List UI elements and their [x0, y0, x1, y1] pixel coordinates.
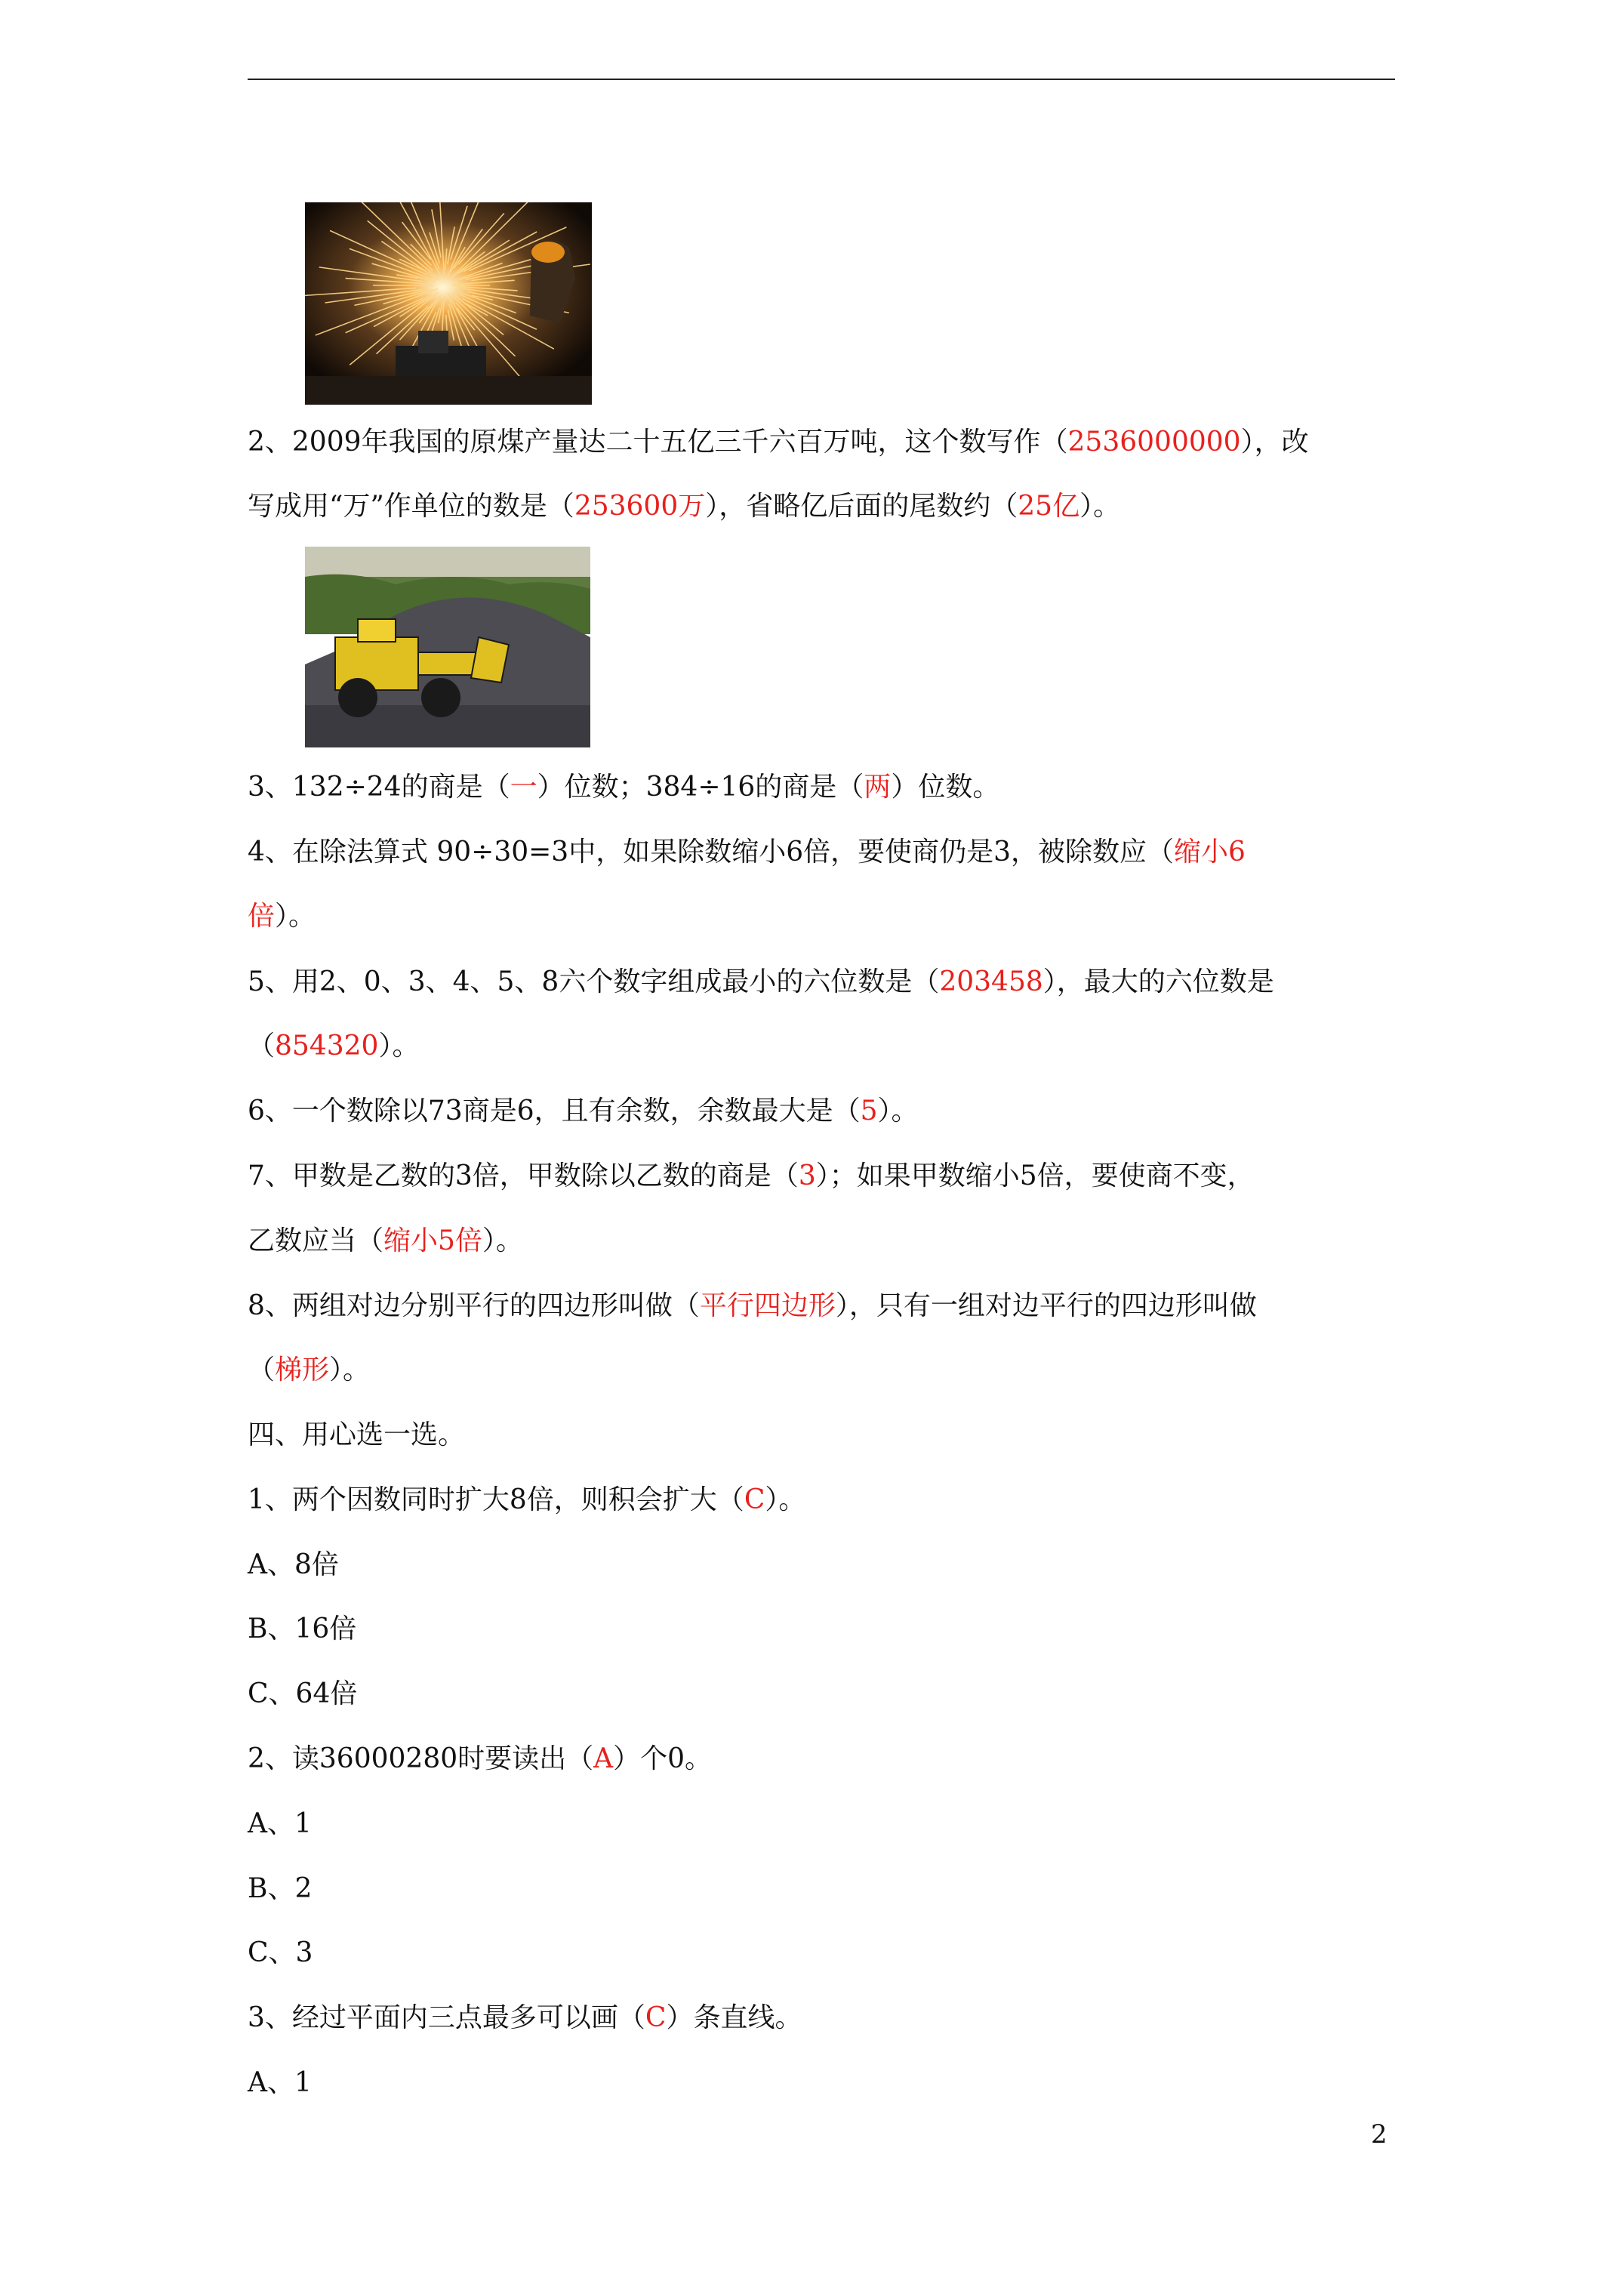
- c2-text-1: 2、读36000280时要读出（: [248, 1743, 594, 1774]
- choice-1-stem: [248, 1484, 1395, 1515]
- q2-text-1: 2、2009年我国的原煤产量达二十五亿三千六百万吨，这个数写作（: [248, 427, 1068, 458]
- c3-text-2: ）条直线。: [666, 2002, 802, 2033]
- c1-text-2: ）。: [765, 1484, 806, 1515]
- choice-3-option-a: A、1: [248, 2067, 312, 2098]
- question-3: [248, 774, 1395, 801]
- q8-text-1: 8、两组对边分别平行的四边形叫做（: [248, 1290, 700, 1321]
- q8-text-4: ）。: [329, 1354, 371, 1385]
- q6-text-2: ）。: [877, 1096, 919, 1126]
- choice-2-option-a: A、1: [248, 1808, 312, 1839]
- q5-text-2: ），最大的六位数是: [1042, 966, 1274, 997]
- question-7-line-1: [248, 1160, 1395, 1191]
- choice-2-stem: [248, 1743, 1395, 1774]
- question-7-line-2: [248, 1225, 1395, 1256]
- q6-text-1: 6、一个数除以73商是6，且有余数，余数最大是（: [248, 1096, 861, 1126]
- choice-1-option-c: C、64倍: [248, 1678, 358, 1709]
- q5-answer-2: 854320: [275, 1031, 379, 1062]
- q4-answer-1: 缩小6: [1174, 837, 1246, 868]
- q8-answer-2: 梯形: [275, 1354, 330, 1385]
- q7-answer-2: 缩小5倍: [383, 1225, 482, 1256]
- q7-text-3: 乙数应当（: [248, 1225, 384, 1256]
- q7-text-1: 7、甲数是乙数的3倍，甲数除以乙数的商是（: [248, 1160, 799, 1191]
- q7-text-2: ）；如果甲数缩小5倍，要使商不变，: [815, 1160, 1255, 1191]
- choice-2-option-c: C、3: [248, 1937, 313, 1968]
- question-8-line-2: [248, 1354, 1395, 1385]
- q4-text-1: 4、在除法算式 90÷30=3中，如果除数缩小6倍，要使商仍是3，被除数应（: [248, 837, 1175, 868]
- q3-answer-2: 两: [864, 772, 892, 803]
- c1-answer: C: [744, 1484, 765, 1515]
- c2-text-2: ）个0。: [613, 1743, 713, 1774]
- welding-sparks-photo: [305, 202, 592, 405]
- q2-text-4: ），省略亿后面的尾数约（: [705, 491, 1018, 522]
- page-number: 2: [1371, 2119, 1387, 2150]
- q8-answer-1: 平行四边形: [699, 1290, 836, 1321]
- c2-answer: A: [593, 1743, 614, 1774]
- c3-answer: C: [645, 2002, 667, 2033]
- choice-2-option-b: B、2: [248, 1873, 313, 1904]
- q5-text-3: （: [248, 1031, 276, 1062]
- q3-text-3: ）位数。: [891, 772, 1000, 803]
- question-2-line-1: [248, 429, 1395, 456]
- question-5-line-2: [248, 1033, 1395, 1060]
- q2-answer-2: 253600万: [574, 491, 706, 522]
- q5-text-4: ）。: [378, 1031, 420, 1062]
- q6-answer: 5: [860, 1096, 878, 1126]
- q4-text-2: ）。: [275, 901, 316, 932]
- q8-text-3: （: [248, 1354, 276, 1385]
- q2-answer-1: 2536000000: [1067, 427, 1241, 458]
- header-rule: [248, 79, 1395, 80]
- q5-answer-1: 203458: [939, 966, 1043, 997]
- q3-text-2: ）位数；384÷16的商是（: [537, 772, 864, 803]
- choice-1-option-b: B、16倍: [248, 1613, 357, 1644]
- q3-answer-1: 一: [510, 772, 537, 803]
- q4-answer-2: 倍: [248, 901, 276, 932]
- q3-text-1: 3、132÷24的商是（: [248, 772, 510, 803]
- question-5-line-1: [248, 966, 1395, 997]
- c1-text-1: 1、两个因数同时扩大8倍，则积会扩大（: [248, 1484, 744, 1515]
- section-4-heading: [248, 1419, 1395, 1450]
- q8-text-2: ），只有一组对边平行的四边形叫做: [835, 1290, 1257, 1321]
- section-4-heading-text: 四、用心选一选。: [248, 1419, 466, 1450]
- question-4-line-2: [248, 903, 1395, 930]
- c3-text-1: 3、经过平面内三点最多可以画（: [248, 2002, 645, 2033]
- q2-answer-3: 25亿: [1018, 491, 1080, 522]
- q5-text-1: 5、用2、0、3、4、5、8六个数字组成最小的六位数是（: [248, 966, 940, 997]
- q7-answer-1: 3: [798, 1160, 816, 1191]
- question-2-line-2: [248, 493, 1395, 520]
- q2-text-2: ），改: [1240, 427, 1309, 458]
- question-6: [248, 1098, 1395, 1125]
- coal-loader-photo: [305, 547, 590, 747]
- choice-1-option-a: A、8倍: [248, 1549, 339, 1580]
- q7-text-4: ）。: [482, 1225, 523, 1256]
- choice-3-stem: [248, 2002, 1395, 2033]
- q2-text-3: 写成用“万”作单位的数是（: [248, 491, 574, 522]
- question-8-line-1: [248, 1290, 1395, 1321]
- q2-text-5: ）。: [1079, 491, 1121, 522]
- question-4-line-1: [248, 839, 1395, 866]
